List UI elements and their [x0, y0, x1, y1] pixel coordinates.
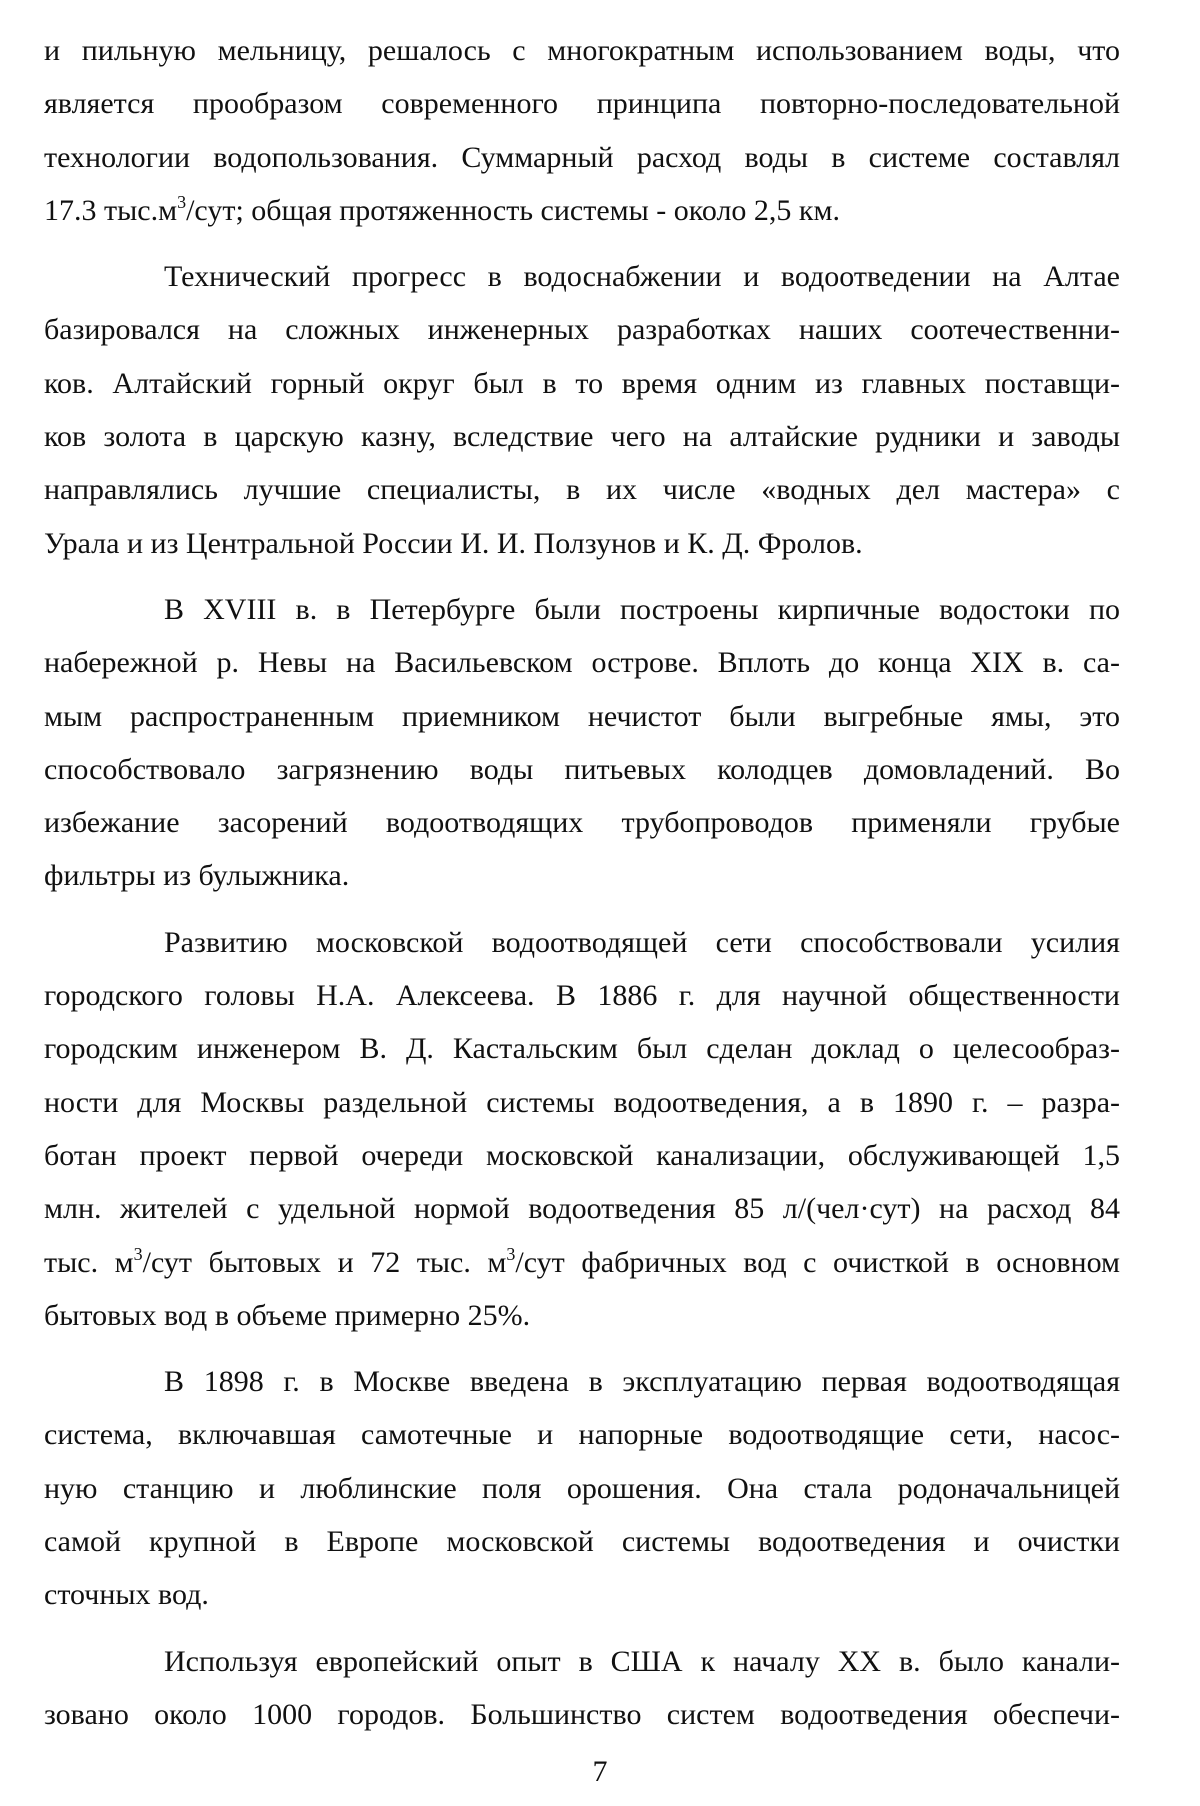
paragraph — [44, 250, 1120, 570]
text-fragment: /сут; общая протяженность системы - около 2,5 км. — [186, 193, 840, 227]
text-line: Урала и из Центральной России И. И. Ползунов и К. Д. Фролов. — [44, 526, 863, 560]
text-line: городского головы Н.А. Алексеева. В 1886 г. для научной общественности — [44, 979, 1120, 1013]
superscript: 3 — [506, 1243, 516, 1264]
text-line: фильтры из булыжника. — [44, 859, 350, 893]
page-number: 7 — [592, 1755, 608, 1788]
superscript: 3 — [133, 1243, 143, 1264]
text-line: В 1898 г. в Москве введена в эксплуатацию первая водоотводящая — [164, 1365, 1120, 1399]
text-line: млн. жителей с удельной нормой водоотведения 85 л/(чел·сут) на расход 84 — [44, 1192, 1120, 1226]
text-line: базировался на сложных инженерных разработках наших соотечественни- — [44, 313, 1120, 347]
text-line: ботан проект первой очереди московской канализации, обслуживающей 1,5 — [44, 1138, 1120, 1172]
text-line: бытовых вод в объеме примерно 25%. — [44, 1298, 531, 1332]
text-fragment: /сут фабричных вод с очисткой в основном — [515, 1245, 1120, 1279]
paragraph — [44, 916, 1120, 1342]
paragraph — [44, 1635, 1120, 1742]
text-line: Используя европейский опыт в США к началу XX в. было канали- — [164, 1644, 1120, 1678]
text-line: ности для Москвы раздельной системы водоотведения, а в 1890 г. – разра- — [44, 1085, 1120, 1119]
paragraph — [44, 583, 1120, 903]
text-line: набережной р. Невы на Васильевском острове. Вплоть до конца XIX в. са- — [44, 646, 1120, 680]
text-line: избежание засорений водоотводящих трубопроводов применяли грубые — [44, 806, 1120, 840]
text-line: направлялись лучшие специалисты, в их числе «водных дел мастера» с — [44, 473, 1120, 507]
text-line: технологии водопользования. Суммарный расход воды в системе составлял — [44, 140, 1120, 174]
text-line: ков золота в царскую казну, вследствие чего на алтайские рудники и заводы — [44, 420, 1120, 454]
body-text — [44, 24, 1120, 1741]
text-line — [44, 184, 1120, 237]
text-line: способствовало загрязнению воды питьевых колодцев домовладений. Во — [44, 752, 1120, 786]
text-line: городским инженером В. Д. Кастальским был сделан доклад о целесообраз- — [44, 1032, 1120, 1066]
text-line: самой крупной в Европе московской системы водоотведения и очистки — [44, 1525, 1120, 1559]
text-line: ков. Алтайский горный округ был в то время одним из главных поставщи- — [44, 366, 1120, 400]
text-line — [44, 1236, 1120, 1289]
text-line: является прообразом современного принципа повторно-последовательной — [44, 87, 1120, 121]
paragraph — [44, 24, 1120, 237]
text-line: и пильную мельницу, решалось с многократным использованием воды, что — [44, 34, 1120, 67]
text-line: мым распространенным приемником нечистот были выгребные ямы, это — [44, 699, 1120, 733]
text-fragment: /сут бытовых и 72 тыс. м — [142, 1245, 507, 1279]
text-line: Развитию московской водоотводящей сети способствовали усилия — [164, 925, 1120, 959]
text-line: зовано около 1000 городов. Большинство систем водоотведения обеспечи- — [44, 1697, 1120, 1731]
text-fragment: тыс. м — [44, 1245, 134, 1279]
text-line: Технический прогресс в водоснабжении и водоотведении на Алтае — [164, 260, 1120, 294]
text-line: система, включавшая самотечные и напорные водоотводящие сети, насос- — [44, 1418, 1120, 1452]
text-line: сточных вод. — [44, 1578, 209, 1612]
superscript: 3 — [177, 191, 187, 212]
text-line: ную станцию и люблинские поля орошения. Она стала родоначальницей — [44, 1471, 1120, 1505]
text-line: В XVIII в. в Петербурге были построены кирпичные водостоки по — [164, 592, 1120, 626]
paragraph — [44, 1355, 1120, 1621]
text-fragment: 17.3 тыс.м — [44, 193, 178, 227]
